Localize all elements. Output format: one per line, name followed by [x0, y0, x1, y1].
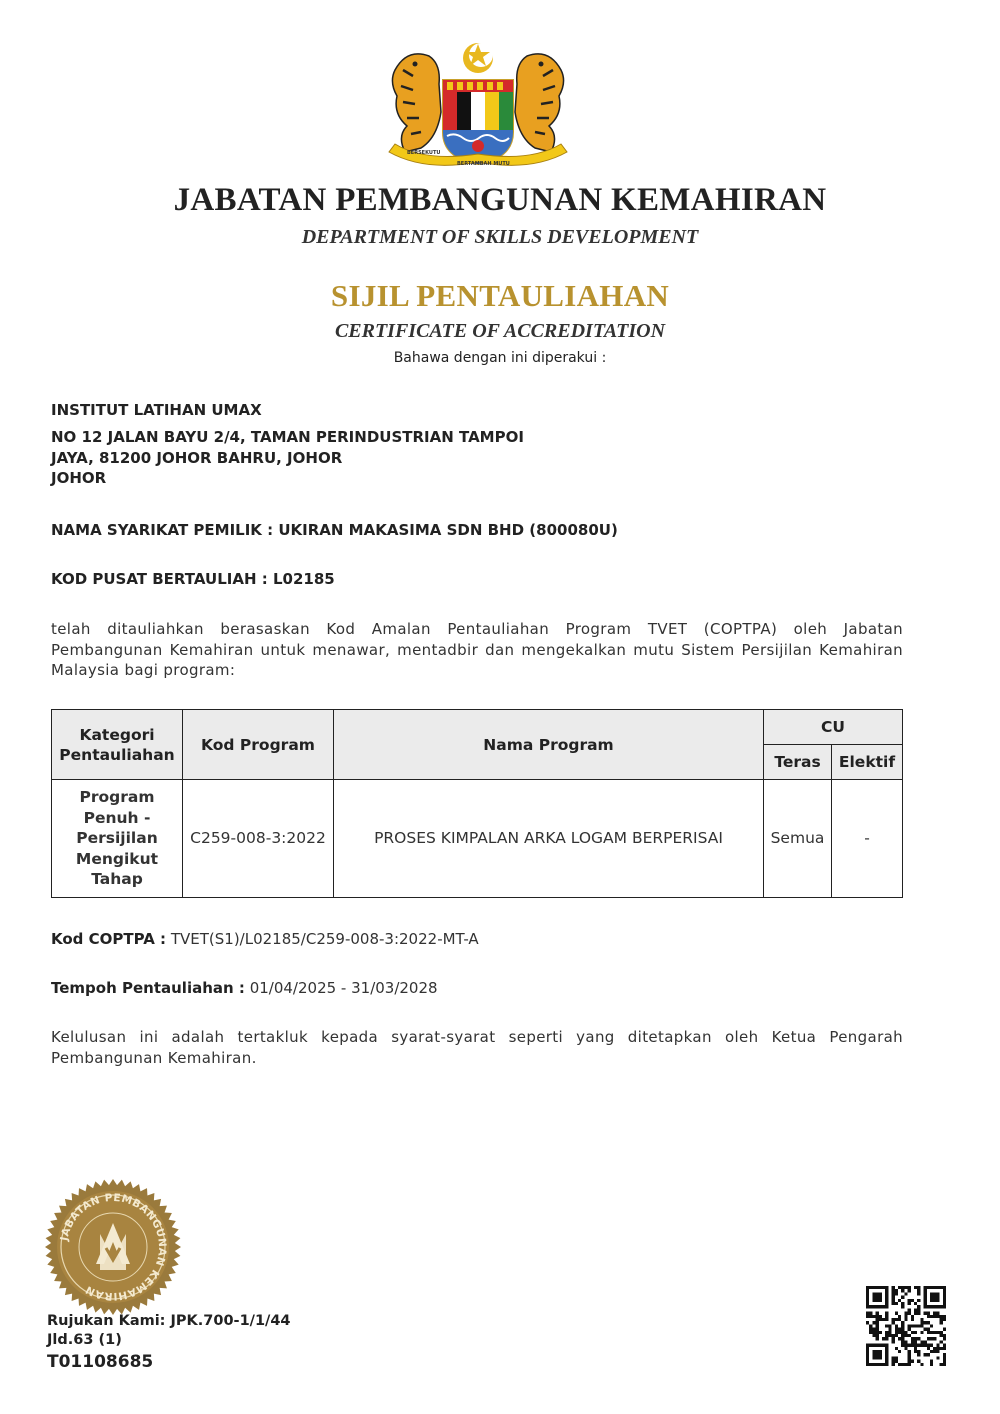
- institution-name: INSTITUT LATIHAN UMAX: [51, 401, 262, 419]
- header-teras: Teras: [764, 745, 832, 780]
- address-line-1: NO 12 JALAN BAYU 2/4, TAMAN PERINDUSTRIAN TAMPOI: [51, 428, 524, 446]
- crest-ribbon-left-text: BERSEKUTU: [407, 150, 441, 156]
- qr-code: [866, 1286, 946, 1366]
- cell-teras: Semua: [764, 780, 832, 898]
- program-table: [51, 709, 903, 898]
- reference-volume: Jld.63 (1): [47, 1332, 122, 1348]
- accreditation-statement: telah ditauliahkan berasaskan Kod Amalan Pentauliahan Program TVET (COPTPA) oleh Jabatan Pembangunan Kemahiran untuk menawar, mentadbir dan mengekalkan mutu Sistem Persijilan Kemahiran Malaysia bagi program:: [51, 620, 903, 679]
- coat-of-arms-emblem: [385, 40, 571, 172]
- seal-ring-text: JABATAN PEMBANGUNAN KEMAHIRAN: [58, 1191, 169, 1303]
- header-nama-program: Nama Program: [334, 710, 764, 780]
- official-seal: [44, 1178, 182, 1316]
- tempoh-value: 01/04/2025 - 31/03/2028: [249, 979, 438, 997]
- approval-conditions: Kelulusan ini adalah tertakluk kepada syarat-syarat seperti yang ditetapkan oleh Ketua Pengarah Pembangunan Kemahiran.: [51, 1028, 903, 1067]
- table-row: [52, 780, 903, 898]
- accredited-center-code: KOD PUSAT BERTAULIAH : L02185: [51, 570, 335, 588]
- address-line-2: JAYA, 81200 JOHOR BAHRU, JOHOR: [51, 448, 343, 467]
- cell-nama-program: PROSES KIMPALAN ARKA LOGAM BERPERISAI: [334, 780, 764, 898]
- coptpa-line: [51, 929, 903, 950]
- department-title-english: DEPARTMENT OF SKILLS DEVELOPMENT: [301, 226, 699, 248]
- certificate-title-malay: SIJIL PENTAULIAHAN: [330, 278, 670, 313]
- address-line-3: JOHOR: [51, 469, 107, 487]
- certificate-title-english: CERTIFICATE OF ACCREDITATION: [334, 320, 666, 342]
- header-kategori: Kategori Pentauliahan: [52, 710, 183, 780]
- institution-address: [51, 427, 903, 489]
- coptpa-value: TVET(S1)/L02185/C259-008-3:2022-MT-A: [170, 930, 479, 948]
- serial-number: T01108685: [47, 1352, 154, 1372]
- tempoh-line: [51, 978, 903, 999]
- reference-number: Rujukan Kami: JPK.700-1/1/44: [47, 1313, 291, 1329]
- coptpa-label: Kod COPTPA :: [51, 930, 167, 948]
- header-elektif: Elektif: [832, 745, 903, 780]
- cell-elektif: -: [832, 780, 903, 898]
- header-kod-program: Kod Program: [183, 710, 334, 780]
- header-cu: CU: [764, 710, 903, 745]
- owner-company: NAMA SYARIKAT PEMILIK : UKIRAN MAKASIMA SDN BHD (800080U): [51, 521, 618, 539]
- crest-ribbon-center-text: BERTAMBAH MUTU: [457, 161, 510, 167]
- certificate-intro: Bahawa dengan ini diperakui :: [393, 350, 607, 366]
- cell-kod-program: C259-008-3:2022: [183, 780, 334, 898]
- department-title-malay: JABATAN PEMBANGUNAN KEMAHIRAN: [173, 182, 827, 218]
- cell-kategori: Program Penuh - Persijilan Mengikut Tahap: [52, 780, 183, 898]
- tempoh-label: Tempoh Pentauliahan :: [51, 979, 245, 997]
